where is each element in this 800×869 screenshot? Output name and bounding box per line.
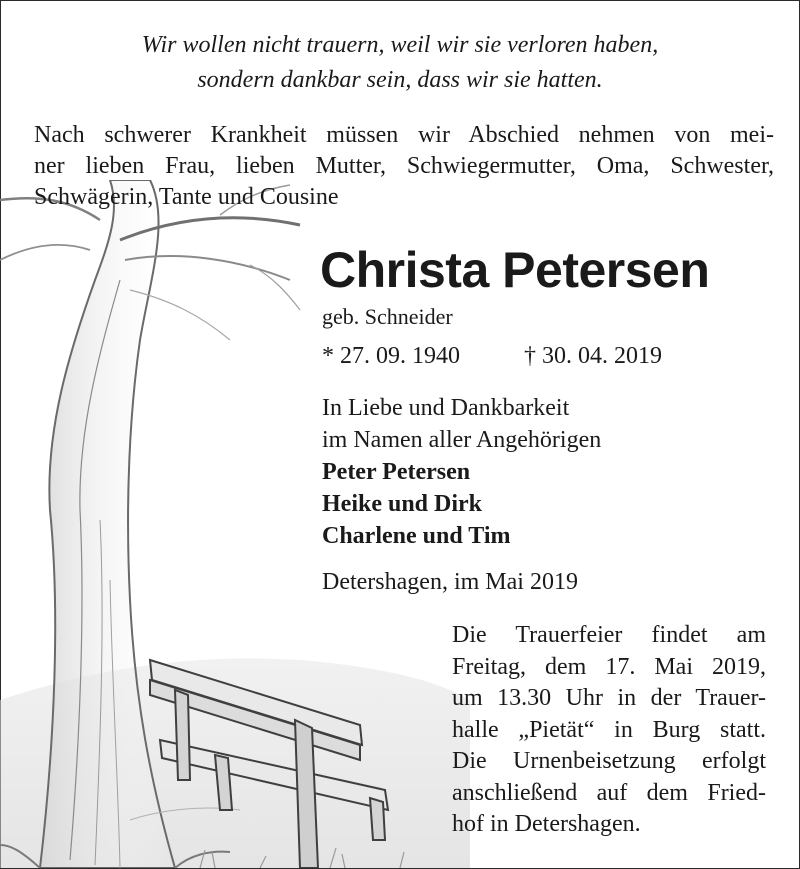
ceremony-line: halle „Pietät“ in Burg statt. [452, 716, 766, 743]
mourners-line: im Namen aller Angehörigen [322, 427, 602, 453]
mourners-line: In Liebe und Dankbarkeit [322, 395, 570, 421]
ceremony-info [452, 620, 766, 841]
maiden-name: geb. Schneider [322, 304, 453, 329]
ceremony-line: um 13.30 Uhr in der Trauer- [452, 685, 766, 711]
memorial-quote [0, 28, 800, 98]
mourners-block [322, 392, 601, 552]
ceremony-line: Freitag, dem 17. Mai 2019, [452, 653, 766, 680]
quote-line: Wir wollen nicht trauern, weil wir sie verloren haben, [141, 32, 659, 58]
birth-date: * 27. 09. 1940 [322, 343, 460, 369]
intro-line: ner lieben Frau, lieben Mutter, Schwiegermutter, Oma, Schwester, [34, 153, 774, 179]
mourner-name: Peter Petersen [322, 459, 471, 485]
intro-line: Nach schwerer Krankheit müssen wir Abschied nehmen von mei- [34, 122, 774, 148]
place-date: Detershagen, im Mai 2019 [322, 569, 578, 595]
deceased-name: Christa Petersen [320, 242, 710, 298]
ceremony-line: anschließend auf dem Fried- [452, 779, 766, 806]
mourner-name: Charlene und Tim [322, 523, 511, 549]
quote-line: sondern dankbar sein, dass wir sie hatten. [197, 67, 603, 93]
ceremony-line: Die Trauerfeier findet am [452, 622, 766, 648]
ceremony-line: hof in Detershagen. [452, 811, 641, 837]
ceremony-line: Die Urnenbeisetzung erfolgt [452, 748, 766, 774]
intro-paragraph [34, 120, 774, 213]
death-date: † 30. 04. 2019 [524, 343, 662, 369]
intro-line: Schwägerin, Tante und Cousine [34, 184, 339, 210]
mourner-name: Heike und Dirk [322, 491, 483, 517]
